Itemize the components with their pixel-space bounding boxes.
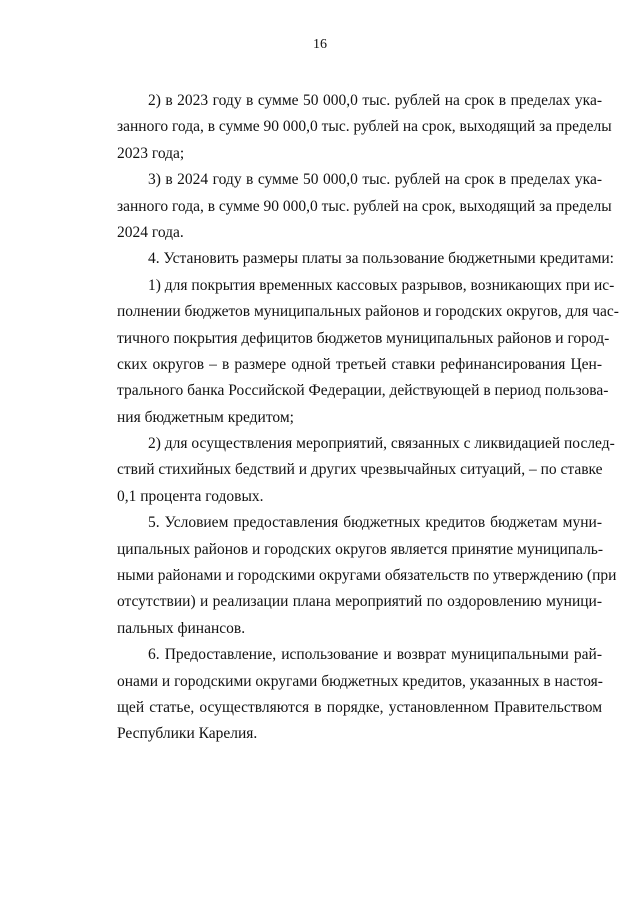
text-line: занного года, в сумме 90 000,0 тыс. рублей на срок, выходящий за пределы	[117, 118, 612, 136]
paragraph-clause-6	[117, 642, 602, 748]
text-line: онами и городскими округами бюджетных кредитов, указанных в настоя-	[117, 672, 603, 690]
text-line: 4. Установить размеры платы за пользование бюджетными кредитами:	[148, 250, 614, 268]
paragraph-item-2023	[117, 88, 612, 167]
text-line: щей статье, осуществляются в порядке, установленном Правительством	[117, 698, 602, 716]
paragraph-clause-4-item-1	[117, 273, 619, 431]
text-line: пальных финансов.	[117, 619, 246, 637]
text-line: полнении бюджетов муниципальных районов и городских округов, для час-	[117, 303, 619, 321]
text-line: 1) для покрытия временных кассовых разрывов, возникающих при ис-	[148, 276, 615, 294]
text-line: ствий стихийных бедствий и других чрезвычайных ситуаций, – по ставке	[117, 461, 603, 479]
text-line: 2) в 2023 году в сумме 50 000,0 тыс. рублей на срок в пределах ука-	[148, 92, 602, 109]
text-line: 2024 года.	[117, 223, 184, 241]
paragraph-clause-4	[117, 246, 614, 272]
text-line: ния бюджетным кредитом;	[117, 408, 294, 426]
text-line: 2023 года;	[117, 144, 185, 162]
text-line: тичного покрытия дефицитов бюджетов муниципальных районов и город-	[117, 329, 610, 347]
page-number: 16	[313, 37, 327, 52]
text-line: 5. Условием предоставления бюджетных кредитов бюджетам муни-	[148, 514, 602, 532]
text-line: 0,1 процента годовых.	[117, 487, 264, 505]
text-line: 6. Предоставление, использование и возврат муниципальными рай-	[148, 646, 602, 664]
text-line: трального банка Российской Федерации, действующей в период пользова-	[117, 382, 609, 400]
text-line: ских округов – в размере одной третьей ставки рефинансирования Цен-	[117, 355, 602, 373]
text-line: 2) для осуществления мероприятий, связанных с ликвидацией послед-	[148, 435, 615, 453]
document-body	[117, 88, 619, 748]
text-line: занного года, в сумме 90 000,0 тыс. рублей на срок, выходящий за пределы	[117, 197, 612, 215]
text-line: ципальных районов и городских округов является принятие муниципаль-	[117, 540, 604, 558]
paragraph-item-2024	[117, 167, 612, 246]
paragraph-clause-5	[117, 510, 617, 642]
text-line: Республики Карелия.	[117, 725, 258, 743]
text-line: 3) в 2024 году в сумме 50 000,0 тыс. рублей на срок в пределах ука-	[148, 171, 602, 189]
text-line: ными районами и городскими округами обязательств по утверждению (при	[117, 567, 617, 585]
paragraph-clause-4-item-2	[117, 431, 615, 510]
text-line: отсутствии) и реализации плана мероприятий по оздоровлению муници-	[117, 593, 602, 611]
